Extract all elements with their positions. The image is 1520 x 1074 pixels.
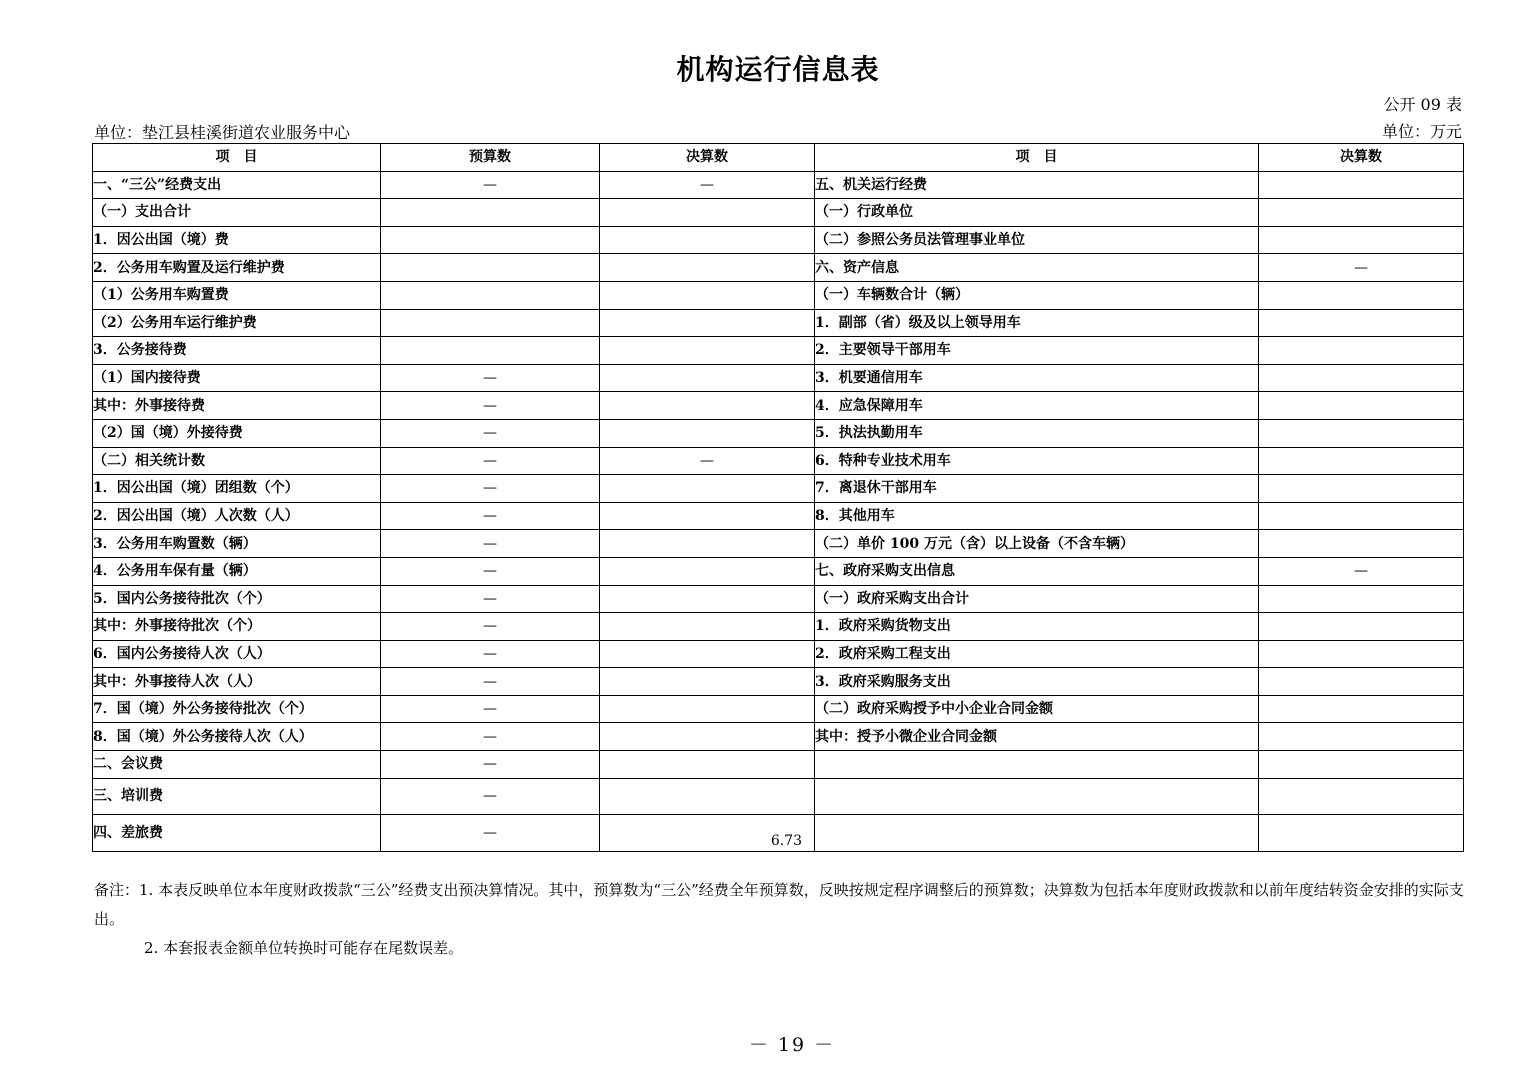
- table-row: [93, 419, 1464, 447]
- row-final-right: [1259, 171, 1464, 199]
- row-budget: —: [381, 475, 600, 503]
- table-row: [93, 668, 1464, 696]
- row-final-right: [1259, 502, 1464, 530]
- row-item-left: （一）支出合计: [93, 199, 381, 227]
- table-header-row: [93, 144, 1464, 172]
- row-final-right: —: [1259, 254, 1464, 282]
- row-final-right: [1259, 337, 1464, 365]
- row-budget: [381, 254, 600, 282]
- table-row: [93, 337, 1464, 365]
- row-final-left: 6.73: [600, 814, 815, 851]
- row-final-right: [1259, 585, 1464, 613]
- table-row: [93, 814, 1464, 851]
- table-row: [93, 778, 1464, 814]
- row-item-right: [815, 814, 1259, 851]
- row-final-left: [600, 475, 815, 503]
- row-budget: —: [381, 814, 600, 851]
- row-item-left: 3．公务接待费: [93, 337, 381, 365]
- header-final-left: 决算数: [600, 144, 815, 172]
- row-item-left: 一、“三公”经费支出: [93, 171, 381, 199]
- row-item-left: 2．因公出国（境）人次数（人）: [93, 502, 381, 530]
- row-item-left: 8．国（境）外公务接待人次（人）: [93, 723, 381, 751]
- row-budget: [381, 281, 600, 309]
- row-final-left: [600, 309, 815, 337]
- row-final-right: [1259, 475, 1464, 503]
- row-final-right: [1259, 723, 1464, 751]
- row-final-left: [600, 281, 815, 309]
- row-final-right: [1259, 640, 1464, 668]
- table-row: [93, 723, 1464, 751]
- row-item-left: 5．国内公务接待批次（个）: [93, 585, 381, 613]
- row-final-left: [600, 226, 815, 254]
- row-item-left: （1）国内接待费: [93, 364, 381, 392]
- row-final-right: [1259, 281, 1464, 309]
- row-final-left: [600, 364, 815, 392]
- row-final-left: [600, 585, 815, 613]
- row-final-right: [1259, 447, 1464, 475]
- currency-unit: 单位：万元: [1381, 122, 1462, 141]
- table-row: [93, 695, 1464, 723]
- row-final-left: [600, 723, 815, 751]
- note-2: 2. 本套报表金额单位转换时可能存在尾数误差。: [144, 939, 464, 957]
- row-item-right: 5．执法执勤用车: [815, 419, 1259, 447]
- row-item-left: 四、差旅费: [93, 814, 381, 851]
- row-final-left: [600, 502, 815, 530]
- row-final-left: —: [600, 447, 815, 475]
- row-item-right: 6．特种专业技术用车: [815, 447, 1259, 475]
- header-final-right: 决算数: [1259, 144, 1464, 172]
- table-row: [93, 392, 1464, 420]
- row-final-left: [600, 337, 815, 365]
- row-item-left: 2．公务用车购置及运行维护费: [93, 254, 381, 282]
- row-final-left: [600, 557, 815, 585]
- row-budget: —: [381, 695, 600, 723]
- row-item-right: 3．政府采购服务支出: [815, 668, 1259, 696]
- row-item-right: 六、资产信息: [815, 254, 1259, 282]
- page-title: 机构运行信息表: [676, 53, 880, 86]
- row-final-right: [1259, 364, 1464, 392]
- row-final-right: [1259, 392, 1464, 420]
- page-number: － 19 －: [748, 1034, 836, 1056]
- row-item-left: 1．因公出国（境）团组数（个）: [93, 475, 381, 503]
- row-item-right: [815, 778, 1259, 814]
- row-final-left: [600, 751, 815, 779]
- table-row: [93, 475, 1464, 503]
- row-final-right: [1259, 419, 1464, 447]
- table-row: [93, 364, 1464, 392]
- row-budget: —: [381, 502, 600, 530]
- row-item-left: （二）相关统计数: [93, 447, 381, 475]
- header-item-right: 项 目: [815, 144, 1259, 172]
- notes: [94, 876, 1466, 963]
- row-final-right: [1259, 613, 1464, 641]
- row-final-right: [1259, 751, 1464, 779]
- row-budget: —: [381, 613, 600, 641]
- row-final-right: [1259, 778, 1464, 814]
- row-item-right: （一）车辆数合计（辆）: [815, 281, 1259, 309]
- row-item-left: （2）公务用车运行维护费: [93, 309, 381, 337]
- row-final-left: —: [600, 171, 815, 199]
- row-item-left: 其中：外事接待人次（人）: [93, 668, 381, 696]
- row-item-left: 其中：外事接待费: [93, 392, 381, 420]
- row-budget: —: [381, 778, 600, 814]
- row-budget: —: [381, 171, 600, 199]
- row-final-left: [600, 199, 815, 227]
- row-budget: [381, 309, 600, 337]
- row-item-left: 3．公务用车购置数（辆）: [93, 530, 381, 558]
- row-final-right: [1259, 668, 1464, 696]
- row-final-left: [600, 613, 815, 641]
- row-item-right: 其中：授予小微企业合同金额: [815, 723, 1259, 751]
- row-final-right: [1259, 814, 1464, 851]
- row-item-right: 五、机关运行经费: [815, 171, 1259, 199]
- row-budget: [381, 337, 600, 365]
- row-item-right: （一）政府采购支出合计: [815, 585, 1259, 613]
- row-item-right: （二）单价 100 万元（含）以上设备（不含车辆）: [815, 530, 1259, 558]
- table-row: [93, 613, 1464, 641]
- row-item-right: （二）政府采购授予中小企业合同金额: [815, 695, 1259, 723]
- row-item-right: 1．副部（省）级及以上领导用车: [815, 309, 1259, 337]
- reporting-unit: 单位：垫江县桂溪街道农业服务中心: [94, 123, 351, 142]
- row-final-left: [600, 419, 815, 447]
- row-final-left: [600, 695, 815, 723]
- row-budget: —: [381, 751, 600, 779]
- table-row: [93, 281, 1464, 309]
- row-item-right: 2．政府采购工程支出: [815, 640, 1259, 668]
- table-row: [93, 309, 1464, 337]
- row-final-right: [1259, 309, 1464, 337]
- row-item-right: （二）参照公务员法管理事业单位: [815, 226, 1259, 254]
- table-row: [93, 557, 1464, 585]
- row-item-right: 2．主要领导干部用车: [815, 337, 1259, 365]
- row-budget: —: [381, 392, 600, 420]
- row-final-right: —: [1259, 557, 1464, 585]
- row-budget: —: [381, 557, 600, 585]
- row-item-left: 7．国（境）外公务接待批次（个）: [93, 695, 381, 723]
- table-row: [93, 502, 1464, 530]
- row-item-left: 三、培训费: [93, 778, 381, 814]
- row-item-right: 1．政府采购货物支出: [815, 613, 1259, 641]
- row-budget: —: [381, 447, 600, 475]
- row-final-left: [600, 392, 815, 420]
- row-final-right: [1259, 199, 1464, 227]
- table-row: [93, 530, 1464, 558]
- row-item-right: 8．其他用车: [815, 502, 1259, 530]
- form-number: 公开 09 表: [1383, 95, 1462, 114]
- row-final-left: [600, 254, 815, 282]
- row-final-right: [1259, 695, 1464, 723]
- row-final-left: [600, 668, 815, 696]
- table-row: [93, 640, 1464, 668]
- row-budget: —: [381, 364, 600, 392]
- header-item-left: 项 目: [93, 144, 381, 172]
- row-item-left: 6．国内公务接待人次（人）: [93, 640, 381, 668]
- header-budget: 预算数: [381, 144, 600, 172]
- row-budget: [381, 226, 600, 254]
- table-row: [93, 254, 1464, 282]
- row-budget: —: [381, 640, 600, 668]
- row-item-left: （1）公务用车购置费: [93, 281, 381, 309]
- row-budget: —: [381, 668, 600, 696]
- row-budget: —: [381, 585, 600, 613]
- row-item-left: 4．公务用车保有量（辆）: [93, 557, 381, 585]
- row-budget: —: [381, 723, 600, 751]
- row-item-left: （2）国（境）外接待费: [93, 419, 381, 447]
- table-row: [93, 171, 1464, 199]
- table-row: [93, 751, 1464, 779]
- row-item-right: 7．离退休干部用车: [815, 475, 1259, 503]
- row-budget: —: [381, 419, 600, 447]
- row-final-right: [1259, 530, 1464, 558]
- row-final-left: [600, 640, 815, 668]
- row-item-left: 其中：外事接待批次（个）: [93, 613, 381, 641]
- row-item-left: 二、会议费: [93, 751, 381, 779]
- row-budget: —: [381, 530, 600, 558]
- table-row: [93, 199, 1464, 227]
- row-budget: [381, 199, 600, 227]
- table-row: [93, 447, 1464, 475]
- note-1: 备注：1. 本表反映单位本年度财政拨款“三公”经费支出预决算情况。其中，预算数为“三公”经费全年预算数，反映按规定程序调整后的预算数；决算数为包括本年度财政拨款和以前年度结转资金安排的实际支出。: [94, 881, 1464, 928]
- row-final-right: [1259, 226, 1464, 254]
- row-item-right: 4．应急保障用车: [815, 392, 1259, 420]
- row-item-right: （一）行政单位: [815, 199, 1259, 227]
- row-item-right: 3．机要通信用车: [815, 364, 1259, 392]
- row-item-right: 七、政府采购支出信息: [815, 557, 1259, 585]
- row-item-right: [815, 751, 1259, 779]
- row-item-left: 1．因公出国（境）费: [93, 226, 381, 254]
- row-final-left: [600, 778, 815, 814]
- operation-info-table: [92, 143, 1464, 852]
- row-final-left: [600, 530, 815, 558]
- table-row: [93, 226, 1464, 254]
- table-row: [93, 585, 1464, 613]
